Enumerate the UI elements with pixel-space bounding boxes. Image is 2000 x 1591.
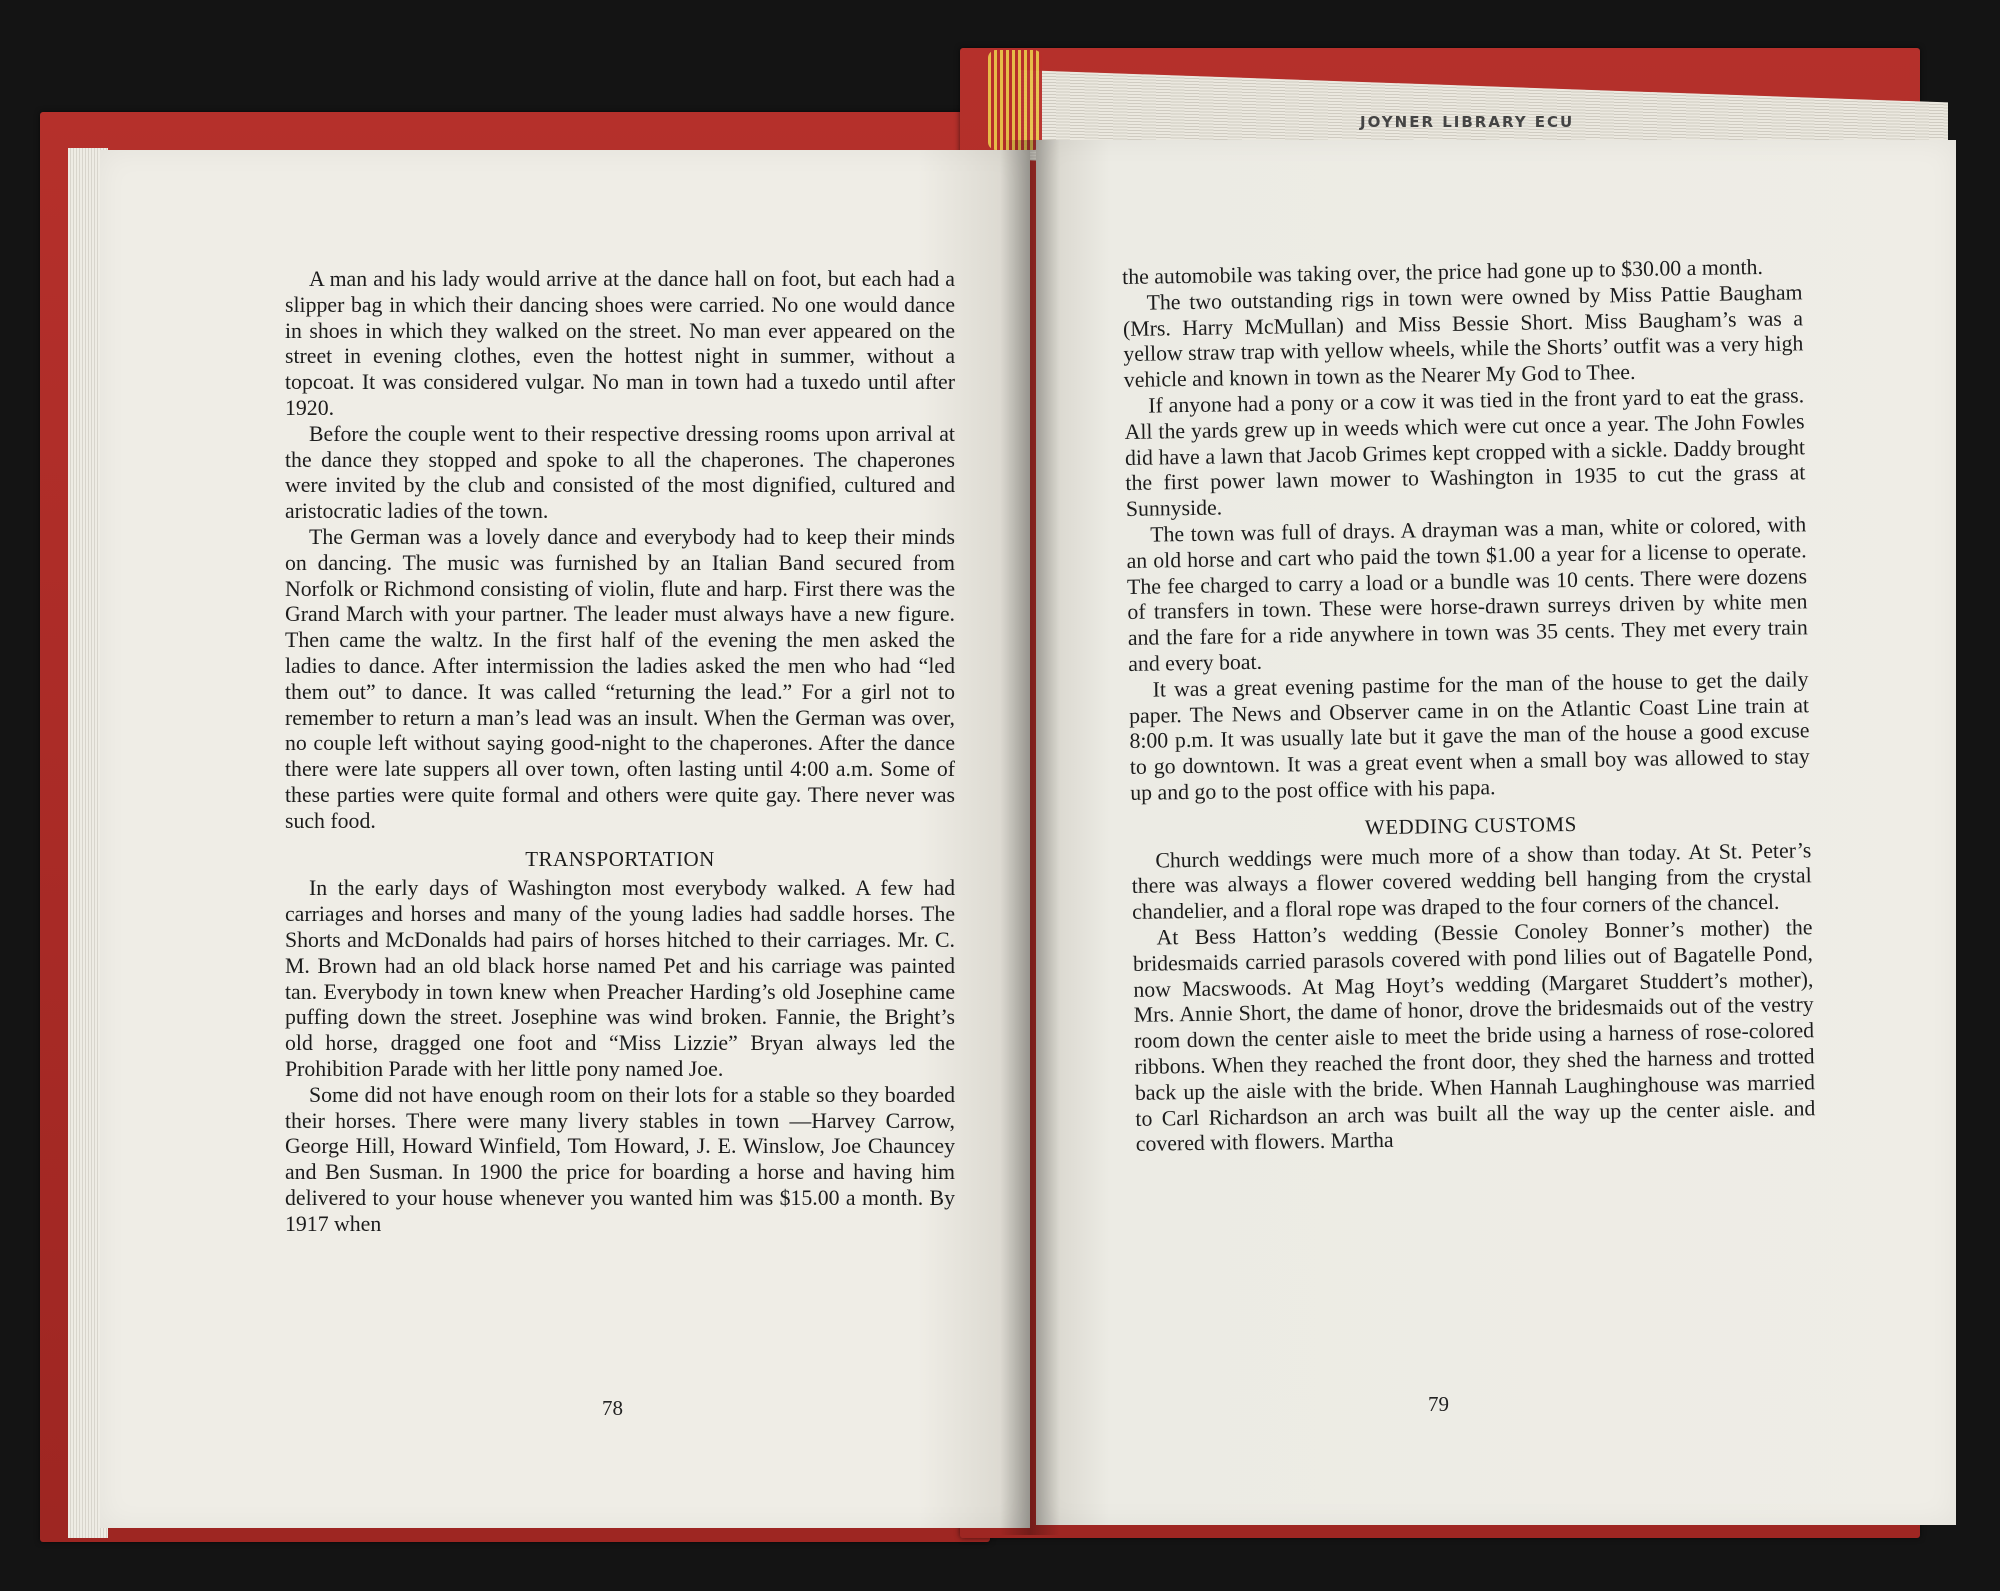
paragraph: At Bess Hatton’s wedding (Bessie Conoley Bonner’s mother) the bridesmaids carried parasols covered with pond lilies out of Bagatelle Pond, now Macswoods. At Mag Hoyt’s wedding (Margaret Studdert’s mother), Mrs. Annie Short, the dame of honor, drove the bridesmaids out of the vestry room down the center aisle to meet the bride using a harness of rose-colored ribbons. When they reached the front door, they shed the harness and trotted back up the aisle with the bride. When Hannah Laughinghouse was married to Carl Richardson an arch was built all the way up the center aisle. and covered with flowers. Martha [1132, 915, 1816, 1157]
paragraph: The two outstanding rigs in town were owned by Miss Pattie Baugham (Mrs. Harry McMullan) and Miss Bessie Short. Miss Baugham’s was a yellow straw trap with yellow wheels, while the Shorts’ outfit was a very high vehicle and known in town as the Nearer My God to Thee. [1122, 280, 1804, 393]
paragraph: If anyone had a pony or a cow it was tied in the front yard to eat the grass. All the yards grew up in weeds which were cut once a year. The John Fowles did have a lawn that Jacob Grimes kept cropped with a sickle. Daddy brought the first power lawn mower to Washington in 1935 to cut the grass at Sunnyside. [1124, 383, 1806, 522]
section-heading: WEDDING CUSTOMS [1364, 811, 1577, 839]
headband [988, 50, 1042, 150]
paragraph: the automobile was taking over, the price had gone up to $30.00 a month. [1122, 254, 1764, 289]
page-number: 79 [1428, 1392, 1449, 1416]
paragraph: In the early days of Washington most everybody walked. A few had carriages and horses and many of the young ladies had saddle horses. The Shorts and McDonalds had pairs of horses hitched to their carriages. Mr. C. M. Brown had an old black horse named Pet and his carriage was painted tan. Everybody in town knew when Preacher Harding’s old Josephine came puffing down the street. Josephine was wind broken. Fannie, the Bright’s old horse, dragged one foot and “Miss Lizzie” Bryan always led the Prohibition Parade with her little pony named Joe. [285, 876, 955, 1081]
right-page [1036, 140, 1956, 1525]
paragraph: Church weddings were much more of a show than today. At St. Peter’s there was always a flower covered wedding bell hanging from the crystal chandelier, and a floral rope was draped to the four corners of the chancel. [1131, 837, 1812, 925]
paragraph: The town was full of drays. A drayman was a man, white or colored, with an old horse and cart who paid the town $1.00 a year for a license to operate. The fee charged to carry a load or a bundle was 10 cents. There were dozens of transfers in town. These were horse-drawn surreys driven by white men and the fare for a ride anywhere in town was 35 cents. They met every train and every boat. [1126, 512, 1808, 676]
page-number: 78 [602, 1396, 623, 1420]
paragraph: It was a great evening pastime for the man of the house to get the daily paper. The News and Observer came in on the Atlantic Coast Line train at 8:00 p.m. It was usually late but it gave the man of the house a good excuse to go downtown. It was a great event when a small boy was allowed to stay up and go to the post office with his papa. [1128, 667, 1810, 805]
paragraph: Some did not have enough room on their lots for a stable so they boarded their horses. There were many livery stables in town —Harvey Carrow, George Hill, Howard Winfield, Tom Howard, J. E. Winslow, Joe Chauncey and Ben Susman. In 1900 the price for boarding a horse and having him delivered to your house whenever you wanted him was $15.00 a month. By 1917 when [285, 1082, 955, 1236]
book-gutter-shadow [1000, 140, 1060, 1535]
left-page [100, 150, 1030, 1528]
section-heading: TRANSPORTATION [525, 846, 715, 871]
paragraph: The German was a lovely dance and everybody had to keep their minds on dancing. The music was furnished by an Italian Band secured from Norfolk or Richmond consisting of violin, flute and harp. First there was the Grand March with your partner. The leader must always have a new figure. Then came the waltz. In the first half of the evening the men asked the ladies to dance. After intermission the ladies asked the men who had “led them out” to dance. It was called “returning the lead.” For a girl not to remember to return a man’s lead was an insult. When the German was over, no couple left without saying good-night to the chaperones. After the dance there were late suppers all over town, often lasting until 4:00 a.m. Some of these parties were quite formal and others were quite gay. There never was such food. [285, 524, 955, 833]
left-page-text [285, 267, 955, 1237]
right-page-text [1122, 254, 1816, 1158]
library-edge-stamp: JOYNER LIBRARY ECU [1360, 113, 1575, 131]
paragraph: Before the couple went to their respective dressing rooms upon arrival at the dance they stopped and spoke to all the chaperones. The chaperones were invited by the club and consisted of the most dignified, cultured and aristocratic ladies of the town. [285, 421, 955, 524]
paragraph: A man and his lady would arrive at the dance hall on foot, but each had a slipper bag in which their dancing shoes were carried. No one would dance in shoes in which they walked on the street. No man ever appeared on the street in evening clothes, even the hottest night in summer, without a topcoat. It was considered vulgar. No man in town had a tuxedo until after 1920. [285, 267, 955, 420]
